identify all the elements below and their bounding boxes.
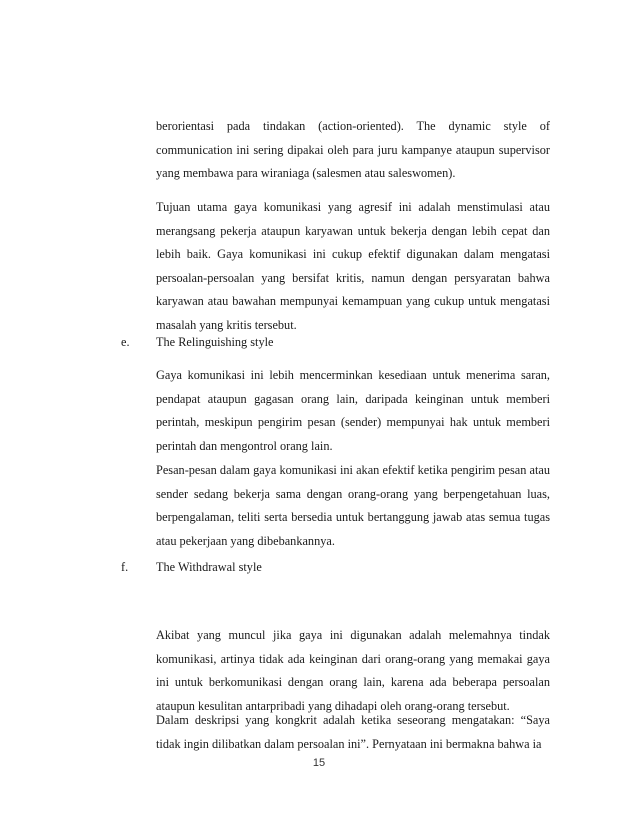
withdrawal-paragraph-1: Akibat yang muncul jika gaya ini digunakan adalah melemahnya tindak komunikasi, artinya tidak ada keinginan dari orang-orang yang memakai gaya ini untuk berkomunikasi dengan orang lain, karena ada beberapa persoalan ataupun kesulitan antarpribadi yang dihadapi oleh orang-orang tersebut. <box>156 628 550 713</box>
section-title: The Withdrawal style <box>156 560 262 574</box>
relinguishing-paragraph-2: Pesan-pesan dalam gaya komunikasi ini akan efektif ketika pengirim pesan atau sender sedang bekerja sama dengan orang-orang yang berpengetahuan luas, berpengalaman, teliti serta bersedia untuk bertanggung jawab atas semua tugas atau pekerjaan yang dibebankannya. <box>156 463 550 548</box>
section-title: The Relinguishing style <box>156 335 274 349</box>
relinguishing-paragraph-1: Gaya komunikasi ini lebih mencerminkan kesediaan untuk menerima saran, pendapat ataupun gagasan orang lain, daripada keinginan untuk memberi perintah, meskipun pengirim pesan (sender) mempunyai hak untuk memberi perintah dan mengontrol orang lain. <box>156 368 550 453</box>
section-heading-withdrawal <box>121 556 262 580</box>
section-marker: f. <box>121 560 129 574</box>
page-number: 15 <box>312 757 326 769</box>
withdrawal-paragraph-2: Dalam deskripsi yang kongkrit adalah ketika seseorang mengatakan: “Saya tidak ingin dilibatkan dalam persoalan ini”. Pernyataan ini bermakna bahwa ia <box>156 713 550 751</box>
aggressive-style-paragraph: Tujuan utama gaya komunikasi yang agresif ini adalah menstimulasi atau merangsang pekerja ataupun karyawan untuk bekerja dengan lebih cepat dan lebih baik. Gaya komunikasi ini cukup efektif digunakan dalam mengatasi persoalan-persoalan yang bersifat kritis, namun dengan persyaratan bahwa karyawan atau bawahan mempunyai kemampuan yang cukup untuk mengatasi masalah yang kritis tersebut. <box>156 200 550 332</box>
continuation-paragraph: berorientasi pada tindakan (action-oriented). The dynamic style of communication ini sering dipakai oleh para juru kampanye ataupun supervisor yang membawa para wiraniaga (salesmen atau saleswomen). <box>156 119 550 180</box>
section-heading-relinguishing <box>121 331 274 355</box>
section-marker: e. <box>121 335 130 349</box>
